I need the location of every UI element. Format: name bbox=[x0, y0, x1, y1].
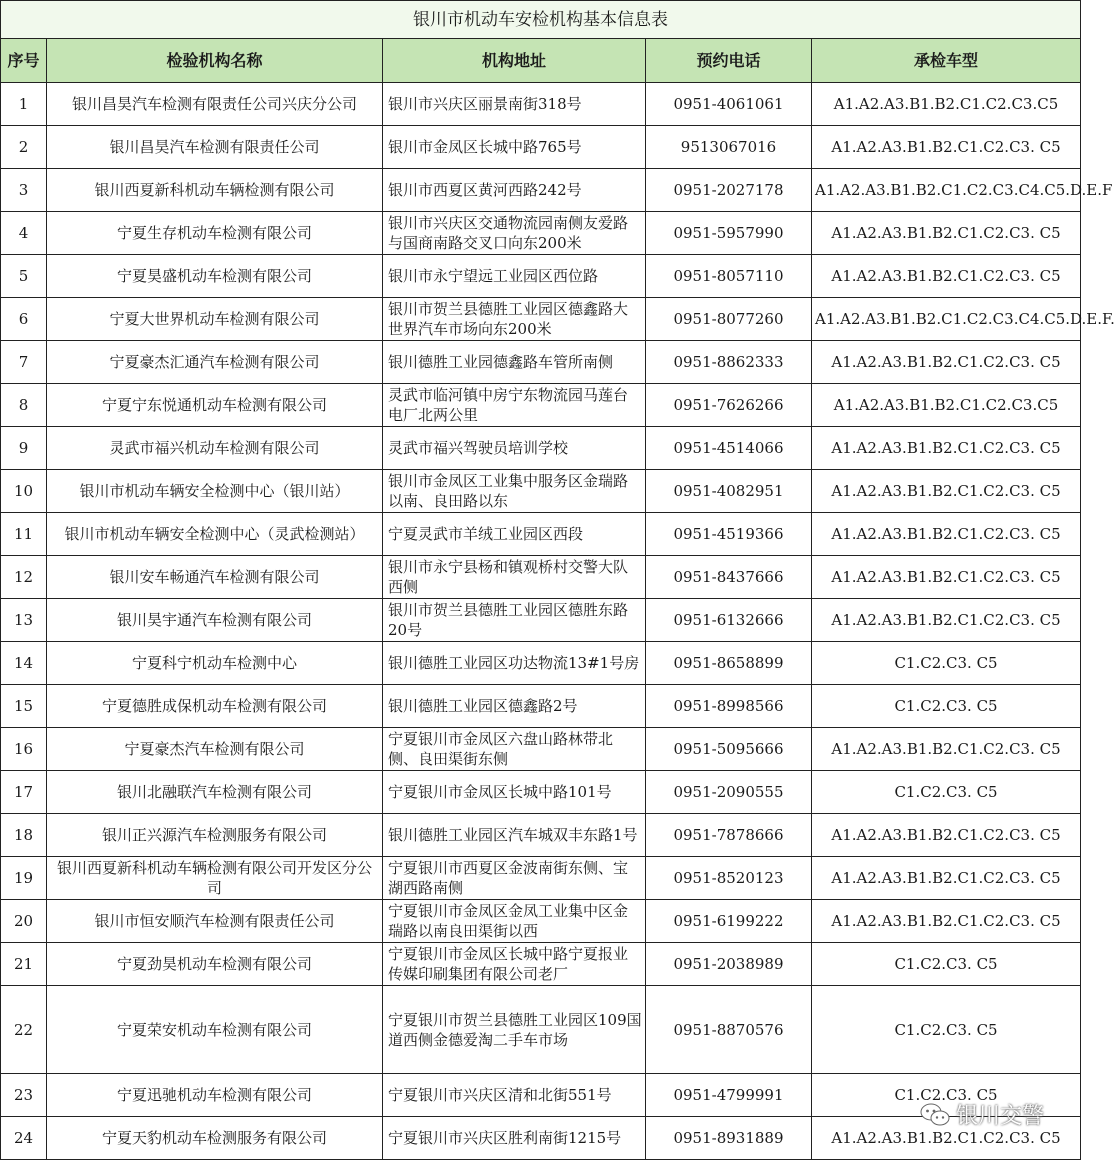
table-row bbox=[1, 1074, 1081, 1117]
cell-phone: 0951-4519366 bbox=[646, 513, 812, 556]
header-no: 序号 bbox=[1, 39, 47, 83]
cell-phone: 0951-8862333 bbox=[646, 341, 812, 384]
cell-no: 21 bbox=[1, 943, 47, 986]
cell-address: 银川市西夏区黄河西路242号 bbox=[383, 169, 646, 212]
cell-address: 宁夏银川市金凤区金凤工业集中区金瑞路以南良田渠街以西 bbox=[383, 900, 646, 943]
table-row bbox=[1, 556, 1081, 599]
cell-address: 宁夏银川市兴庆区胜利南街1215号 bbox=[383, 1117, 646, 1160]
cell-name: 银川安车畅通汽车检测有限公司 bbox=[47, 556, 383, 599]
cell-types: C1.C2.C3. C5 bbox=[812, 1074, 1081, 1117]
cell-types: A1.A2.A3.B1.B2.C1.C2.C3. C5 bbox=[812, 126, 1081, 169]
cell-types: C1.C2.C3. C5 bbox=[812, 685, 1081, 728]
cell-no: 2 bbox=[1, 126, 47, 169]
cell-address: 银川市兴庆区丽景南街318号 bbox=[383, 83, 646, 126]
cell-address: 宁夏灵武市羊绒工业园区西段 bbox=[383, 513, 646, 556]
cell-phone: 0951-4061061 bbox=[646, 83, 812, 126]
cell-phone: 0951-2027178 bbox=[646, 169, 812, 212]
table-body bbox=[1, 83, 1115, 1160]
cell-types: A1.A2.A3.B1.B2.C1.C2.C3. C5 bbox=[812, 470, 1081, 513]
cell-phone: 0951-8057110 bbox=[646, 255, 812, 298]
cell-address: 灵武市福兴驾驶员培训学校 bbox=[383, 427, 646, 470]
cell-name: 银川昌昊汽车检测有限责任公司 bbox=[47, 126, 383, 169]
cell-address: 银川市金凤区长城中路765号 bbox=[383, 126, 646, 169]
cell-types: C1.C2.C3. C5 bbox=[812, 943, 1081, 986]
table-row bbox=[1, 771, 1081, 814]
cell-phone: 0951-4799991 bbox=[646, 1074, 812, 1117]
cell-no: 1 bbox=[1, 83, 47, 126]
cell-types: A1.A2.A3.B1.B2.C1.C2.C3. C5 bbox=[812, 513, 1081, 556]
cell-phone: 0951-8998566 bbox=[646, 685, 812, 728]
cell-types: C1.C2.C3. C5 bbox=[812, 642, 1081, 685]
cell-types: A1.A2.A3.B1.B2.C1.C2.C3. C5 bbox=[812, 341, 1081, 384]
cell-name: 银川市机动车辆安全检测中心（灵武检测站） bbox=[47, 513, 383, 556]
cell-address: 宁夏银川市金凤区六盘山路林带北侧、良田渠街东侧 bbox=[383, 728, 646, 771]
wechat-icon bbox=[920, 1102, 950, 1128]
cell-phone: 9513067016 bbox=[646, 126, 812, 169]
table-row bbox=[1, 599, 1081, 642]
cell-phone: 0951-5957990 bbox=[646, 212, 812, 255]
cell-no: 12 bbox=[1, 556, 47, 599]
cell-phone: 0951-8437666 bbox=[646, 556, 812, 599]
table-row bbox=[1, 126, 1081, 169]
cell-types: A1.A2.A3.B1.B2.C1.C2.C3. C5 bbox=[812, 556, 1081, 599]
cell-name: 银川市恒安顺汽车检测有限责任公司 bbox=[47, 900, 383, 943]
cell-no: 19 bbox=[1, 857, 47, 900]
cell-phone: 0951-6199222 bbox=[646, 900, 812, 943]
table-row bbox=[1, 943, 1081, 986]
cell-name: 宁夏迅驰机动车检测有限公司 bbox=[47, 1074, 383, 1117]
cell-name: 银川正兴源汽车检测服务有限公司 bbox=[47, 814, 383, 857]
table-row bbox=[1, 427, 1081, 470]
cell-name: 宁夏天豹机动车检测服务有限公司 bbox=[47, 1117, 383, 1160]
watermark-text: 银川交警 bbox=[955, 1104, 1044, 1129]
cell-types: A1.A2.A3.B1.B2.C1.C2.C3. C5 bbox=[812, 900, 1081, 943]
header-row bbox=[1, 39, 1081, 83]
cell-phone: 0951-8931889 bbox=[646, 1117, 812, 1160]
cell-phone: 0951-7626266 bbox=[646, 384, 812, 427]
cell-types: A1.A2.A3.B1.B2.C1.C2.C3. C5 bbox=[812, 814, 1081, 857]
table-row bbox=[1, 470, 1081, 513]
cell-address: 银川德胜工业园区汽车城双丰东路1号 bbox=[383, 814, 646, 857]
cell-address: 银川市永宁县杨和镇观桥村交警大队西侧 bbox=[383, 556, 646, 599]
cell-no: 7 bbox=[1, 341, 47, 384]
table-row bbox=[1, 642, 1081, 685]
cell-name: 银川昌昊汽车检测有限责任公司兴庆分公司 bbox=[47, 83, 383, 126]
cell-name: 宁夏豪杰汇通汽车检测有限公司 bbox=[47, 341, 383, 384]
cell-no: 8 bbox=[1, 384, 47, 427]
cell-no: 3 bbox=[1, 169, 47, 212]
cell-phone: 0951-2090555 bbox=[646, 771, 812, 814]
cell-types: A1.A2.A3.B1.B2.C1.C2.C3. C5 bbox=[812, 427, 1081, 470]
cell-address: 银川德胜工业园区功达物流13#1号房 bbox=[383, 642, 646, 685]
cell-phone: 0951-8870576 bbox=[646, 986, 812, 1074]
cell-no: 22 bbox=[1, 986, 47, 1074]
cell-types: A1.A2.A3.B1.B2.C1.C2.C3.C4.C5.D.E.F. bbox=[812, 298, 1081, 341]
table-row bbox=[1, 986, 1081, 1074]
cell-name: 银川市机动车辆安全检测中心（银川站） bbox=[47, 470, 383, 513]
cell-no: 16 bbox=[1, 728, 47, 771]
cell-types: A1.A2.A3.B1.B2.C1.C2.C3. C5 bbox=[812, 857, 1081, 900]
header-address: 机构地址 bbox=[383, 39, 646, 83]
cell-name: 宁夏宁东悦通机动车检测有限公司 bbox=[47, 384, 383, 427]
cell-name: 宁夏豪杰汽车检测有限公司 bbox=[47, 728, 383, 771]
cell-phone: 0951-8077260 bbox=[646, 298, 812, 341]
title-row bbox=[1, 1, 1081, 39]
cell-types: A1.A2.A3.B1.B2.C1.C2.C3.C5 bbox=[812, 384, 1081, 427]
table-row bbox=[1, 298, 1081, 341]
cell-name: 宁夏德胜成保机动车检测有限公司 bbox=[47, 685, 383, 728]
cell-no: 20 bbox=[1, 900, 47, 943]
cell-types: A1.A2.A3.B1.B2.C1.C2.C3.C5 bbox=[812, 83, 1081, 126]
cell-address: 银川市永宁望远工业园区西位路 bbox=[383, 255, 646, 298]
cell-no: 17 bbox=[1, 771, 47, 814]
cell-name: 银川昊宇通汽车检测有限公司 bbox=[47, 599, 383, 642]
cell-name: 宁夏大世界机动车检测有限公司 bbox=[47, 298, 383, 341]
cell-phone: 0951-8520123 bbox=[646, 857, 812, 900]
cell-phone: 0951-8658899 bbox=[646, 642, 812, 685]
cell-types: A1.A2.A3.B1.B2.C1.C2.C3. C5 bbox=[812, 728, 1081, 771]
cell-no: 13 bbox=[1, 599, 47, 642]
table-row bbox=[1, 169, 1081, 212]
table-row bbox=[1, 857, 1081, 900]
watermark bbox=[920, 1099, 1044, 1130]
cell-phone: 0951-4082951 bbox=[646, 470, 812, 513]
cell-address: 宁夏银川市兴庆区清和北街551号 bbox=[383, 1074, 646, 1117]
cell-address: 宁夏银川市金凤区长城中路宁夏报业传媒印刷集团有限公司老厂 bbox=[383, 943, 646, 986]
table-title: 银川市机动车安检机构基本信息表 bbox=[1, 1, 1081, 39]
table-row bbox=[1, 83, 1081, 126]
cell-no: 5 bbox=[1, 255, 47, 298]
cell-name: 宁夏荣安机动车检测有限公司 bbox=[47, 986, 383, 1074]
cell-no: 6 bbox=[1, 298, 47, 341]
cell-address: 宁夏银川市贺兰县德胜工业园区109国道西侧金德爱淘二手车市场 bbox=[383, 986, 646, 1074]
cell-name: 银川北融联汽车检测有限公司 bbox=[47, 771, 383, 814]
cell-address: 灵武市临河镇中房宁东物流园马莲台电厂北两公里 bbox=[383, 384, 646, 427]
cell-address: 银川德胜工业园德鑫路车管所南侧 bbox=[383, 341, 646, 384]
header-types: 承检车型 bbox=[812, 39, 1081, 83]
cell-types: C1.C2.C3. C5 bbox=[812, 771, 1081, 814]
cell-name: 银川西夏新科机动车辆检测有限公司 bbox=[47, 169, 383, 212]
cell-address: 银川德胜工业园区德鑫路2号 bbox=[383, 685, 646, 728]
table-row bbox=[1, 341, 1081, 384]
cell-types: C1.C2.C3. C5 bbox=[812, 986, 1081, 1074]
cell-types: A1.A2.A3.B1.B2.C1.C2.C3. C5 bbox=[812, 1117, 1081, 1160]
table-row bbox=[1, 513, 1081, 556]
cell-name: 宁夏科宁机动车检测中心 bbox=[47, 642, 383, 685]
cell-name: 灵武市福兴机动车检测有限公司 bbox=[47, 427, 383, 470]
table-row bbox=[1, 685, 1081, 728]
cell-phone: 0951-7878666 bbox=[646, 814, 812, 857]
cell-address: 银川市贺兰县德胜工业园区德胜东路20号 bbox=[383, 599, 646, 642]
cell-no: 15 bbox=[1, 685, 47, 728]
cell-name: 宁夏劲昊机动车检测有限公司 bbox=[47, 943, 383, 986]
cell-name: 银川西夏新科机动车辆检测有限公司开发区分公司 bbox=[47, 857, 383, 900]
cell-address: 银川市贺兰县德胜工业园区德鑫路大世界汽车市场向东200米 bbox=[383, 298, 646, 341]
cell-no: 11 bbox=[1, 513, 47, 556]
table-row bbox=[1, 814, 1081, 857]
cell-phone: 0951-2038989 bbox=[646, 943, 812, 986]
cell-no: 23 bbox=[1, 1074, 47, 1117]
table-row bbox=[1, 900, 1081, 943]
cell-phone: 0951-4514066 bbox=[646, 427, 812, 470]
cell-types: A1.A2.A3.B1.B2.C1.C2.C3.C4.C5.D.E.F bbox=[812, 169, 1081, 212]
cell-types: A1.A2.A3.B1.B2.C1.C2.C3. C5 bbox=[812, 212, 1081, 255]
cell-no: 4 bbox=[1, 212, 47, 255]
cell-types: A1.A2.A3.B1.B2.C1.C2.C3. C5 bbox=[812, 255, 1081, 298]
cell-types: A1.A2.A3.B1.B2.C1.C2.C3. C5 bbox=[812, 599, 1081, 642]
header-name: 检验机构名称 bbox=[47, 39, 383, 83]
table-row bbox=[1, 255, 1081, 298]
cell-no: 18 bbox=[1, 814, 47, 857]
cell-address: 银川市金凤区工业集中服务区金瑞路以南、良田路以东 bbox=[383, 470, 646, 513]
cell-no: 10 bbox=[1, 470, 47, 513]
cell-phone: 0951-5095666 bbox=[646, 728, 812, 771]
header-phone: 预约电话 bbox=[646, 39, 812, 83]
cell-name: 宁夏昊盛机动车检测有限公司 bbox=[47, 255, 383, 298]
table-row bbox=[1, 1117, 1081, 1160]
table-row bbox=[1, 384, 1081, 427]
cell-no: 14 bbox=[1, 642, 47, 685]
table-row bbox=[1, 728, 1081, 771]
cell-phone: 0951-6132666 bbox=[646, 599, 812, 642]
cell-address: 宁夏银川市西夏区金波南街东侧、宝湖西路南侧 bbox=[383, 857, 646, 900]
cell-no: 24 bbox=[1, 1117, 47, 1160]
cell-address: 宁夏银川市金凤区长城中路101号 bbox=[383, 771, 646, 814]
cell-name: 宁夏生存机动车检测有限公司 bbox=[47, 212, 383, 255]
table-row bbox=[1, 212, 1081, 255]
cell-no: 9 bbox=[1, 427, 47, 470]
cell-address: 银川市兴庆区交通物流园南侧友爱路与国商南路交叉口向东200米 bbox=[383, 212, 646, 255]
